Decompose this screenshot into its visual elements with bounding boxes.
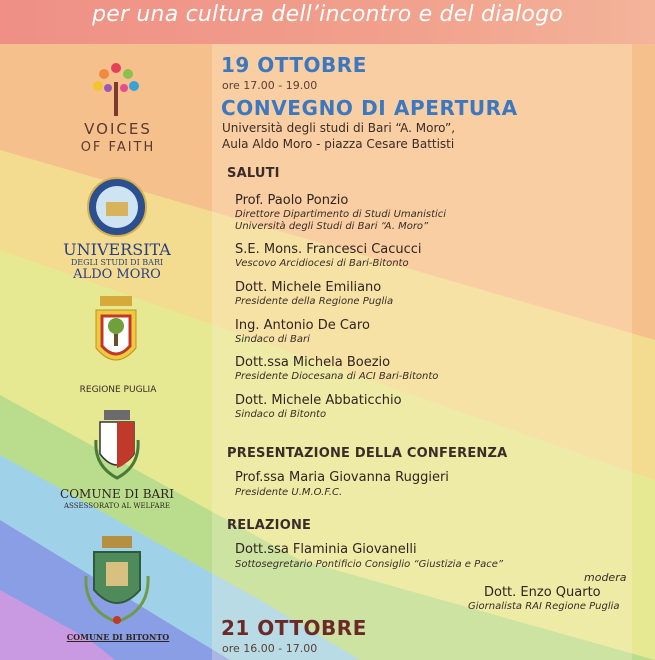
speaker-name: Dott. Michele Abbaticchio [235, 393, 402, 408]
speaker-role: Direttore Dipartimento di Studi Umanistici [235, 209, 447, 220]
venue-line1: Università degli studi di Bari “A. Moro”, [222, 121, 456, 135]
voices-of-faith-logo [88, 58, 144, 120]
speaker-name: S.E. Mons. Francesci Cacucci [235, 242, 422, 257]
sponsor-logos [0, 44, 210, 660]
speaker-role: Sindaco di Bitonto [235, 409, 327, 420]
comune-di-bitonto-label: COMUNE DI BITONTO [66, 632, 170, 642]
modera-label: modera [584, 571, 627, 584]
speaker-role: Presidente Diocesana di ACI Bari-Bitonto [235, 371, 439, 382]
moderator-role: Giornalista RAI Regione Puglia [468, 601, 620, 612]
presenter-name: Prof.ssa Maria Giovanna Ruggieri [235, 470, 449, 485]
day2-time: ore 16.00 - 17.00 [222, 642, 318, 655]
voices-logo-line2: OF FAITH [80, 140, 156, 155]
speaker-name: Dott. Michele Emiliano [235, 280, 382, 295]
speaker-name: Dott.ssa Flaminia Giovanelli [235, 542, 417, 557]
university-logo-line3: ALDO MORO [73, 267, 161, 282]
university-logo-line2: DEGLI STUDI DI BARI [70, 258, 164, 267]
venue-line2: Aula Aldo Moro - piazza Cesare Battisti [222, 137, 455, 151]
comune-di-bari-line2: ASSESSORATO AL WELFARE [64, 502, 170, 510]
university-seal-logo [86, 176, 148, 238]
relazione-heading: RELAZIONE [227, 518, 312, 533]
comune-di-bitonto-coat-of-arms [80, 536, 154, 626]
speaker-role: Vescovo Arcidiocesi di Bari-Bitonto [235, 258, 409, 269]
comune-di-bari-coat-of-arms [94, 410, 140, 480]
moderator-name: Dott. Enzo Quarto [484, 585, 601, 600]
university-logo-line1: UNIVERSITA [63, 240, 171, 259]
speaker-role: Sindaco di Bari [235, 334, 310, 345]
voices-logo-line1: VOICES [84, 120, 152, 138]
day2-date: 21 OTTOBRE [221, 616, 367, 640]
speaker-role: Università degli Studi di Bari “A. Moro” [235, 221, 429, 232]
presentazione-heading: PRESENTAZIONE DELLA CONFERENZA [227, 446, 508, 461]
event-title: CONVEGNO DI APERTURA [221, 96, 518, 120]
speaker-name: Dott.ssa Michela Boezio [235, 355, 391, 370]
regione-puglia-label: REGIONE PUGLIA [79, 385, 157, 395]
saluti-heading: SALUTI [227, 166, 280, 181]
regione-puglia-coat-of-arms [92, 296, 140, 372]
speaker-role: Sottosegretario Pontificio Consiglio “Giustizia e Pace” [235, 559, 504, 570]
speaker-role: Presidente della Regione Puglia [235, 296, 394, 307]
speaker-name: Prof. Paolo Ponzio [235, 193, 349, 208]
day1-time: ore 17.00 - 19.00 [222, 79, 318, 92]
presenter-role: Presidente U.M.O.F.C. [235, 487, 343, 498]
banner-title: per una cultura dell’incontro e del dialogo [92, 2, 563, 27]
speaker-name: Ing. Antonio De Caro [235, 318, 370, 333]
day1-date: 19 OTTOBRE [221, 53, 367, 77]
comune-di-bari-line1: COMUNE DI BARI [60, 487, 174, 501]
header-banner [0, 0, 655, 44]
